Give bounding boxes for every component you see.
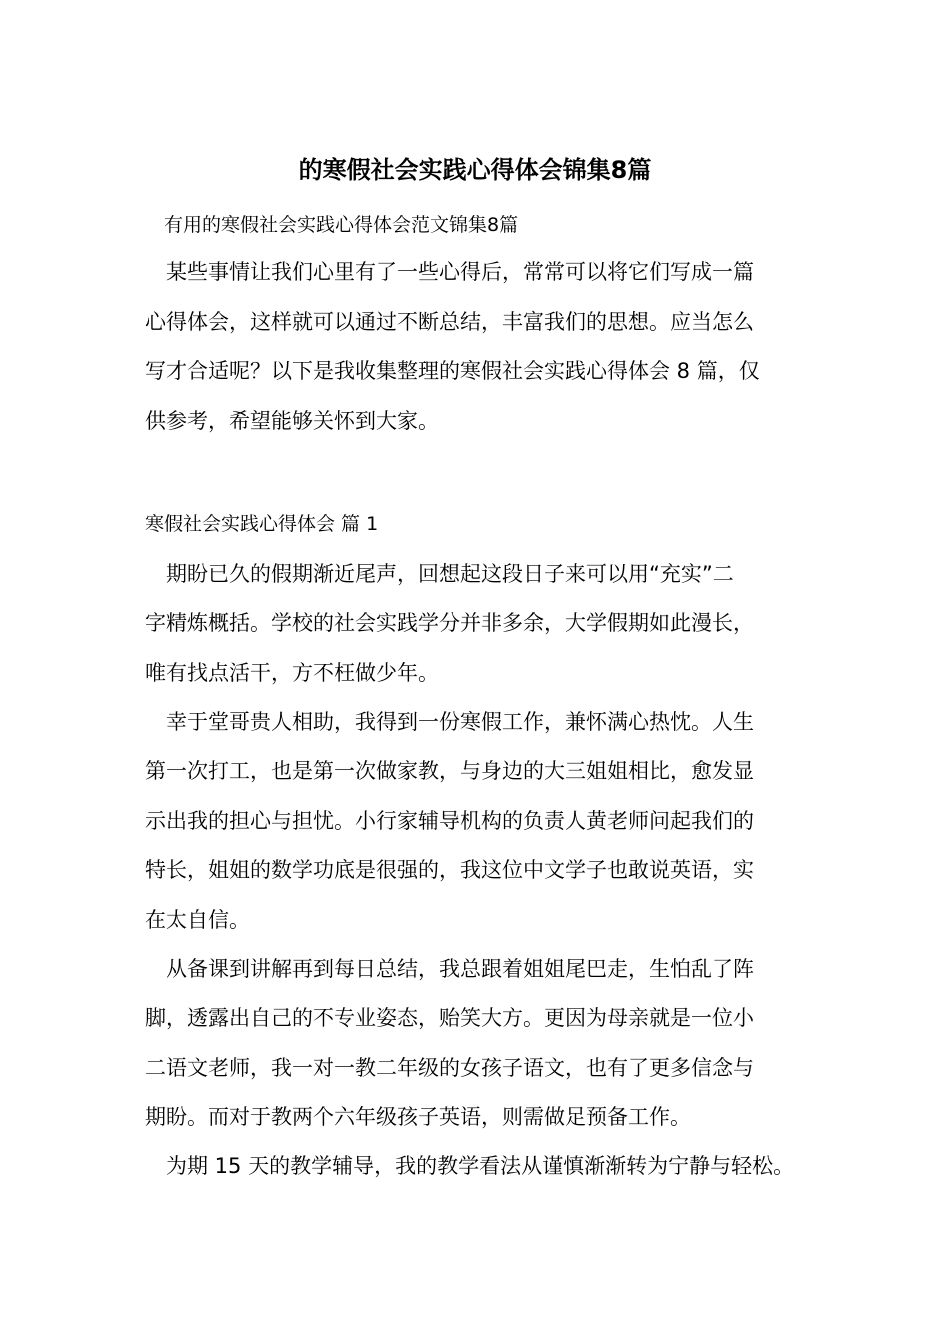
body-paragraph-2-rest: [145, 747, 815, 945]
body-paragraph-1-first: [166, 550, 826, 600]
text-line: 供参考，希望能够关怀到大家。: [145, 408, 439, 433]
section-heading: 寒假社会实践心得体会 篇 1: [145, 513, 379, 535]
text-line: 唯有找点活干，方不枉做少年。: [145, 660, 439, 685]
text-line: 脚，透露出自己的不专业姿态，贻笑大方。更因为母亲就是一位小: [145, 1006, 754, 1030]
text-line: 某些事情让我们心里有了一些心得后，常常可以将它们写成一篇: [145, 260, 754, 284]
body-paragraph-3-rest: [145, 994, 815, 1143]
body-paragraph-1-rest: [145, 599, 815, 698]
text-line: 期盼已久的假期渐近尾声，回想起这段日子来可以用“充实”二: [166, 562, 734, 586]
text-line: 为期 15 天的教学辅导，我的教学看法从谨慎渐渐转为宁静与轻松。: [166, 1154, 795, 1178]
body-paragraph-3-first: [166, 945, 826, 995]
intro-paragraph: [145, 248, 815, 446]
text-line: 特长，姐姐的数学功底是很强的，我这位中文学子也敢说英语，实: [145, 858, 754, 882]
text-line: 示出我的担心与担忧。小行家辅导机构的负责人黄老师问起我们的: [145, 808, 754, 833]
text-line: 期盼。而对于教两个六年级孩子英语，则需做足预备工作。: [145, 1105, 691, 1129]
document-subtitle: 有用的寒假社会实践心得体会范文锦集8篇: [164, 214, 519, 236]
text-line: 字精炼概括。学校的社会实践学分并非多余，大学假期如此漫长，: [145, 611, 754, 635]
text-line: 心得体会，这样就可以通过不断总结，丰富我们的思想。应当怎么: [145, 309, 754, 334]
text-line: 幸于堂哥贵人相助，我得到一份寒假工作，兼怀满心热忱。人生: [166, 710, 754, 734]
text-line: 在太自信。: [145, 907, 250, 932]
body-paragraph-4: [166, 1142, 826, 1192]
text-line: 第一次打工，也是第一次做家教，与身边的大三姐姐相比，愈发显: [145, 759, 754, 783]
document-title: 的寒假社会实践心得体会锦集8篇: [298, 156, 652, 184]
text-line: 二语文老师，我一对一教二年级的女孩子语文，也有了更多信念与: [145, 1055, 754, 1080]
text-line: 写才合适呢？以下是我收集整理的寒假社会实践心得体会 8 篇，仅: [145, 359, 760, 383]
body-paragraph-2-first: [166, 698, 826, 748]
text-line: 从备课到讲解再到每日总结，我总跟着姐姐尾巴走，生怕乱了阵: [166, 957, 754, 981]
